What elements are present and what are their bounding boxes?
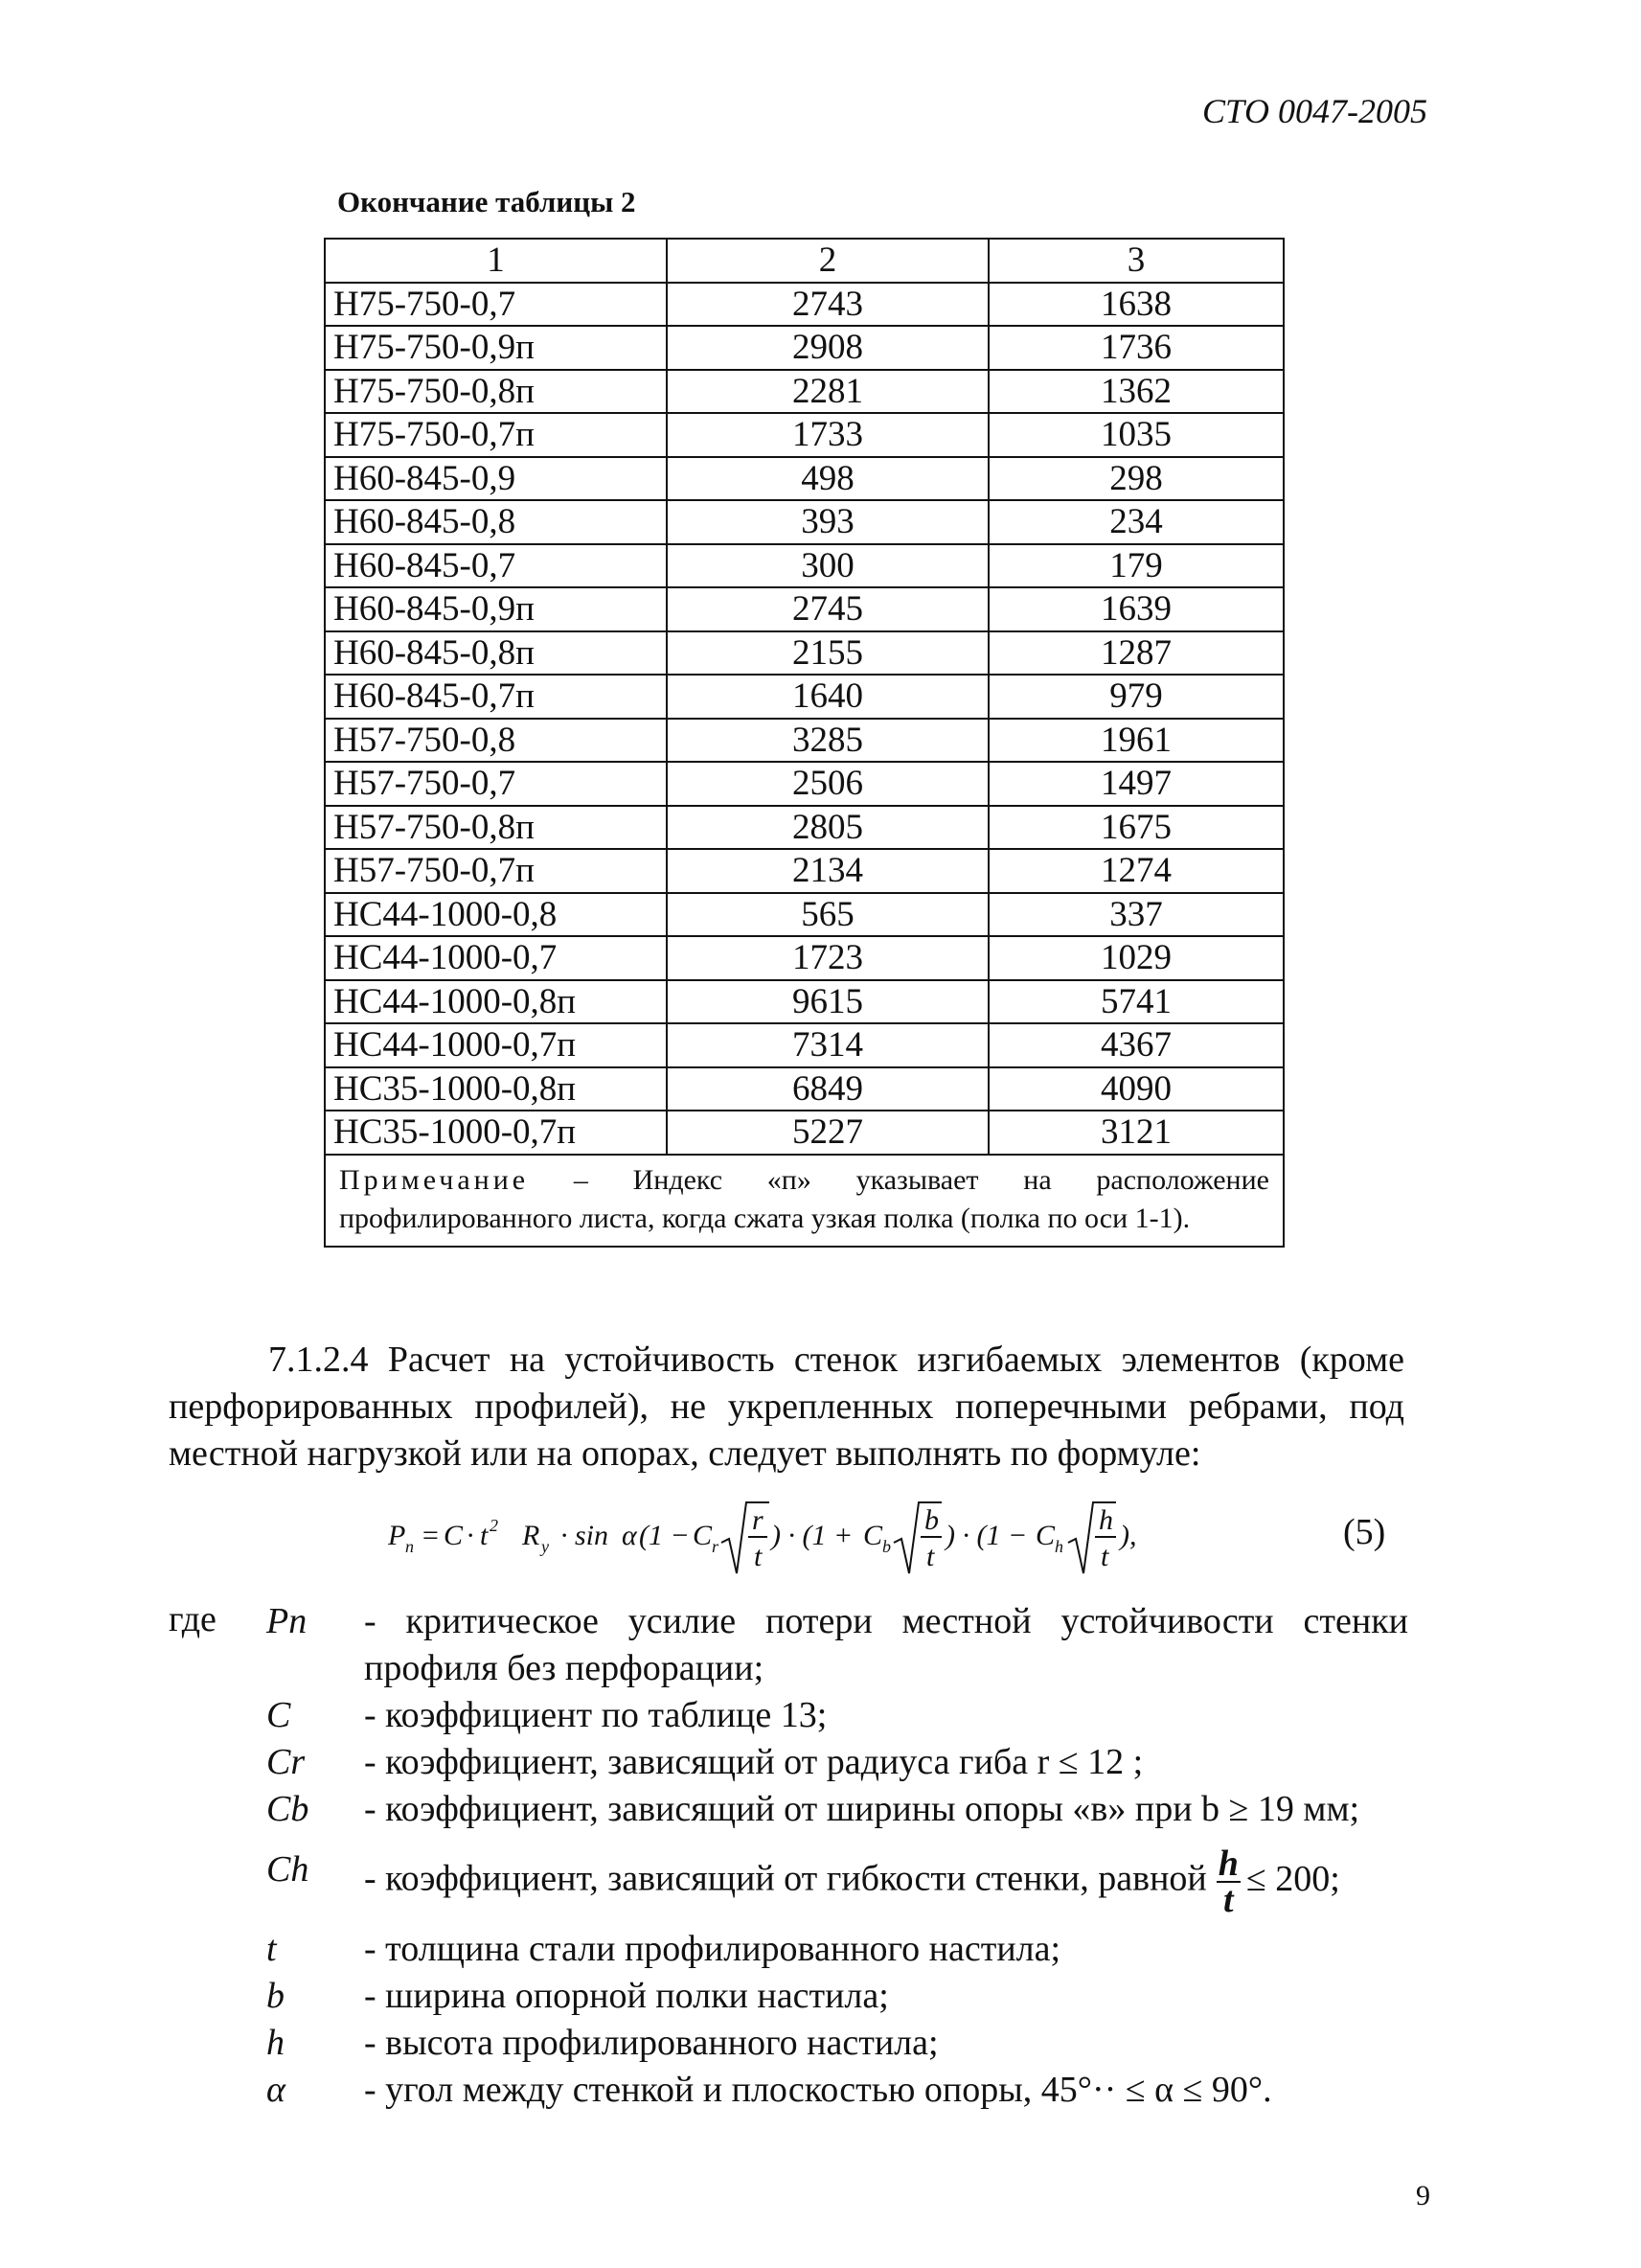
- value-cell: 1638: [989, 283, 1284, 327]
- value-cell: 6849: [667, 1067, 989, 1111]
- value-cell: 5741: [989, 980, 1284, 1024]
- value-cell: 1736: [989, 326, 1284, 370]
- table-row: [325, 587, 1284, 631]
- definition-text-body: - коэффициент по таблице 13;: [364, 1695, 828, 1735]
- profile-name-cell: Н60-845-0,7: [325, 544, 667, 588]
- table-row: [325, 762, 1284, 806]
- table-row: [325, 719, 1284, 763]
- svg-text:) · (1 −: ) · (1 −: [946, 1520, 1028, 1551]
- value-cell: 1362: [989, 370, 1284, 414]
- value-cell: 3121: [989, 1111, 1284, 1155]
- value-cell: 2134: [667, 849, 989, 893]
- column-header: 1: [325, 239, 667, 283]
- profile-name-cell: НС44-1000-0,8п: [325, 980, 667, 1024]
- profile-name-cell: Н60-845-0,7п: [325, 675, 667, 719]
- profile-name-cell: Н60-845-0,9: [325, 457, 667, 501]
- value-cell: 337: [989, 893, 1284, 937]
- svg-text:t: t: [480, 1520, 489, 1551]
- fraction-numerator: h: [1218, 1844, 1239, 1884]
- page-number: 9: [1416, 2180, 1430, 2211]
- table-row: [325, 806, 1284, 850]
- value-cell: 1639: [989, 587, 1284, 631]
- value-cell: 5227: [667, 1111, 989, 1155]
- svg-text:t: t: [926, 1541, 935, 1572]
- svg-text:) · (1 +: ) · (1 +: [771, 1520, 854, 1551]
- svg-text:n: n: [405, 1537, 414, 1556]
- profile-table: [324, 238, 1285, 1248]
- value-cell: 2743: [667, 283, 989, 327]
- value-cell: 7314: [667, 1023, 989, 1067]
- svg-text:h: h: [1099, 1504, 1113, 1536]
- value-cell: 2281: [667, 370, 989, 414]
- fraction-denominator: t: [1223, 1880, 1234, 1920]
- svg-text:2: 2: [490, 1516, 498, 1535]
- formula-5: [388, 1497, 1212, 1583]
- svg-text:· sin: · sin: [560, 1520, 609, 1551]
- section-paragraph: 7.1.2.4 Расчет на устойчивость стенок изгибаемых элементов (кроме перфорированных профилей), не укрепленных поперечными ребрами, под местной нагрузкой или на опорах, следует выполнять по формуле:: [169, 1340, 1404, 1474]
- definition-text: [364, 1844, 1408, 1920]
- value-cell: 2745: [667, 587, 989, 631]
- table-note: [325, 1155, 1284, 1247]
- value-cell: 1274: [989, 849, 1284, 893]
- column-header: 2: [667, 239, 989, 283]
- value-cell: 1961: [989, 719, 1284, 763]
- svg-text:C: C: [444, 1520, 464, 1551]
- svg-text:b: b: [924, 1504, 939, 1536]
- svg-text:R: R: [522, 1520, 540, 1551]
- profile-name-cell: Н60-845-0,8: [325, 500, 667, 544]
- profile-name-cell: НС44-1000-0,7п: [325, 1023, 667, 1067]
- table-row: [325, 675, 1284, 719]
- svg-text:C: C: [693, 1520, 713, 1551]
- value-cell: 1675: [989, 806, 1284, 850]
- profile-name-cell: Н75-750-0,7п: [325, 413, 667, 457]
- table-row: [325, 1023, 1284, 1067]
- definition-symbol: Cb: [266, 1789, 309, 1829]
- definition-text: [364, 2067, 1408, 2114]
- svg-text:t: t: [754, 1541, 763, 1572]
- formula-number: (5): [1343, 1512, 1386, 1552]
- value-cell: 1723: [667, 936, 989, 980]
- svg-text:t: t: [1101, 1541, 1109, 1572]
- definition-text: [364, 1739, 1408, 1786]
- formula-svg: [388, 1497, 1212, 1583]
- table-row: [325, 544, 1284, 588]
- value-cell: 1640: [667, 675, 989, 719]
- definition-text-body: - коэффициент, зависящий от ширины опоры «в» при b ≥ 19 мм;: [364, 1789, 1360, 1829]
- value-cell: 393: [667, 500, 989, 544]
- table-row: [325, 1111, 1284, 1155]
- document-code: СТО 0047-2005: [1202, 92, 1428, 130]
- value-cell: 298: [989, 457, 1284, 501]
- value-cell: 1497: [989, 762, 1284, 806]
- table-row: [325, 893, 1284, 937]
- value-cell: 3285: [667, 719, 989, 763]
- profile-name-cell: Н75-750-0,9п: [325, 326, 667, 370]
- definition-symbol: C: [266, 1695, 291, 1735]
- value-cell: 1029: [989, 936, 1284, 980]
- fraction-suffix: ≤ 200;: [1245, 1858, 1340, 1899]
- definition-text-body: - критическое усилие потери местной устойчивости стенки профиля без перфорации;: [364, 1601, 1408, 1688]
- definition-text-body: - коэффициент, зависящий от гибкости стенки, равной: [364, 1858, 1207, 1899]
- table-row: [325, 326, 1284, 370]
- definition-symbol: Cr: [266, 1742, 306, 1782]
- profile-name-cell: Н57-750-0,8п: [325, 806, 667, 850]
- value-cell: 2155: [667, 631, 989, 676]
- definition-text-body: - угол между стенкой и плоскостью опоры, 45°·· ≤ α ≤ 90°.: [364, 2070, 1272, 2110]
- definition-text: [364, 1926, 1408, 1973]
- table-row: [325, 457, 1284, 501]
- definitions-where: где: [169, 1599, 217, 1639]
- definition-text: [364, 1692, 1408, 1739]
- svg-text:P: P: [388, 1520, 406, 1551]
- svg-text:(1 −: (1 −: [639, 1520, 690, 1551]
- svg-text:C: C: [1036, 1520, 1056, 1551]
- table-row: [325, 631, 1284, 676]
- profile-name-cell: НС44-1000-0,8: [325, 893, 667, 937]
- value-cell: 979: [989, 675, 1284, 719]
- note-label: Примечание: [339, 1163, 530, 1196]
- value-cell: 1035: [989, 413, 1284, 457]
- table-row: [325, 370, 1284, 414]
- table-note-row: [325, 1155, 1284, 1247]
- table-header-row: [325, 239, 1284, 283]
- svg-text:),: ),: [1120, 1520, 1137, 1551]
- definition-symbol: b: [266, 1976, 285, 2016]
- svg-text:b: b: [882, 1537, 891, 1556]
- column-header: 3: [989, 239, 1284, 283]
- definition-symbol: h: [266, 2023, 285, 2063]
- definition-text: [364, 2020, 1408, 2067]
- svg-text:r: r: [712, 1537, 719, 1556]
- definition-text: [364, 1598, 1408, 1692]
- table-row: [325, 413, 1284, 457]
- svg-text:=: =: [421, 1520, 441, 1551]
- value-cell: 2908: [667, 326, 989, 370]
- svg-text:C: C: [863, 1520, 883, 1551]
- value-cell: 234: [989, 500, 1284, 544]
- definition-symbol: Ch: [266, 1849, 309, 1890]
- svg-text:r: r: [752, 1504, 764, 1536]
- profile-name-cell: Н60-845-0,9п: [325, 587, 667, 631]
- value-cell: 9615: [667, 980, 989, 1024]
- value-cell: 4090: [989, 1067, 1284, 1111]
- svg-text:y: y: [541, 1537, 549, 1556]
- svg-text:α: α: [622, 1520, 637, 1551]
- profile-name-cell: Н75-750-0,8п: [325, 370, 667, 414]
- definition-text-body: - высота профилированного настила;: [364, 2023, 939, 2063]
- value-cell: 565: [667, 893, 989, 937]
- profile-name-cell: Н75-750-0,7: [325, 283, 667, 327]
- definition-text-body: - толщина стали профилированного настила;: [364, 1929, 1061, 1969]
- value-cell: 179: [989, 544, 1284, 588]
- table-row: [325, 1067, 1284, 1111]
- definition-text: [364, 1786, 1408, 1833]
- value-cell: 4367: [989, 1023, 1284, 1067]
- value-cell: 2506: [667, 762, 989, 806]
- value-cell: 2805: [667, 806, 989, 850]
- definition-text: [364, 1973, 1408, 2020]
- profile-name-cell: Н57-750-0,7п: [325, 849, 667, 893]
- svg-text:·: ·: [467, 1520, 474, 1551]
- svg-text:h: h: [1055, 1537, 1063, 1556]
- table-row: [325, 500, 1284, 544]
- table-caption: Окончание таблицы 2: [337, 185, 636, 218]
- profile-name-cell: НС35-1000-0,8п: [325, 1067, 667, 1111]
- h-over-t-fraction: [1217, 1844, 1241, 1920]
- table-row: [325, 936, 1284, 980]
- profile-name-cell: НС35-1000-0,7п: [325, 1111, 667, 1155]
- definition-text-body: - ширина опорной полки настила;: [364, 1976, 889, 2016]
- table-row: [325, 283, 1284, 327]
- profile-name-cell: Н57-750-0,7: [325, 762, 667, 806]
- definition-symbol: Pn: [266, 1601, 308, 1641]
- value-cell: 498: [667, 457, 989, 501]
- profile-name-cell: Н57-750-0,8: [325, 719, 667, 763]
- table-row: [325, 980, 1284, 1024]
- profile-name-cell: Н60-845-0,8п: [325, 631, 667, 676]
- definition-symbol: t: [266, 1929, 277, 1969]
- definition-symbol: α: [266, 2070, 285, 2110]
- profile-name-cell: НС44-1000-0,7: [325, 936, 667, 980]
- value-cell: 300: [667, 544, 989, 588]
- table-row: [325, 849, 1284, 893]
- note-text: – Индекс «п» указывает на расположение профилированного листа, когда сжата узкая полка (полка по оси 1-1).: [339, 1163, 1269, 1234]
- definition-text-body: - коэффициент, зависящий от радиуса гиба r ≤ 12 ;: [364, 1742, 1144, 1782]
- value-cell: 1733: [667, 413, 989, 457]
- value-cell: 1287: [989, 631, 1284, 676]
